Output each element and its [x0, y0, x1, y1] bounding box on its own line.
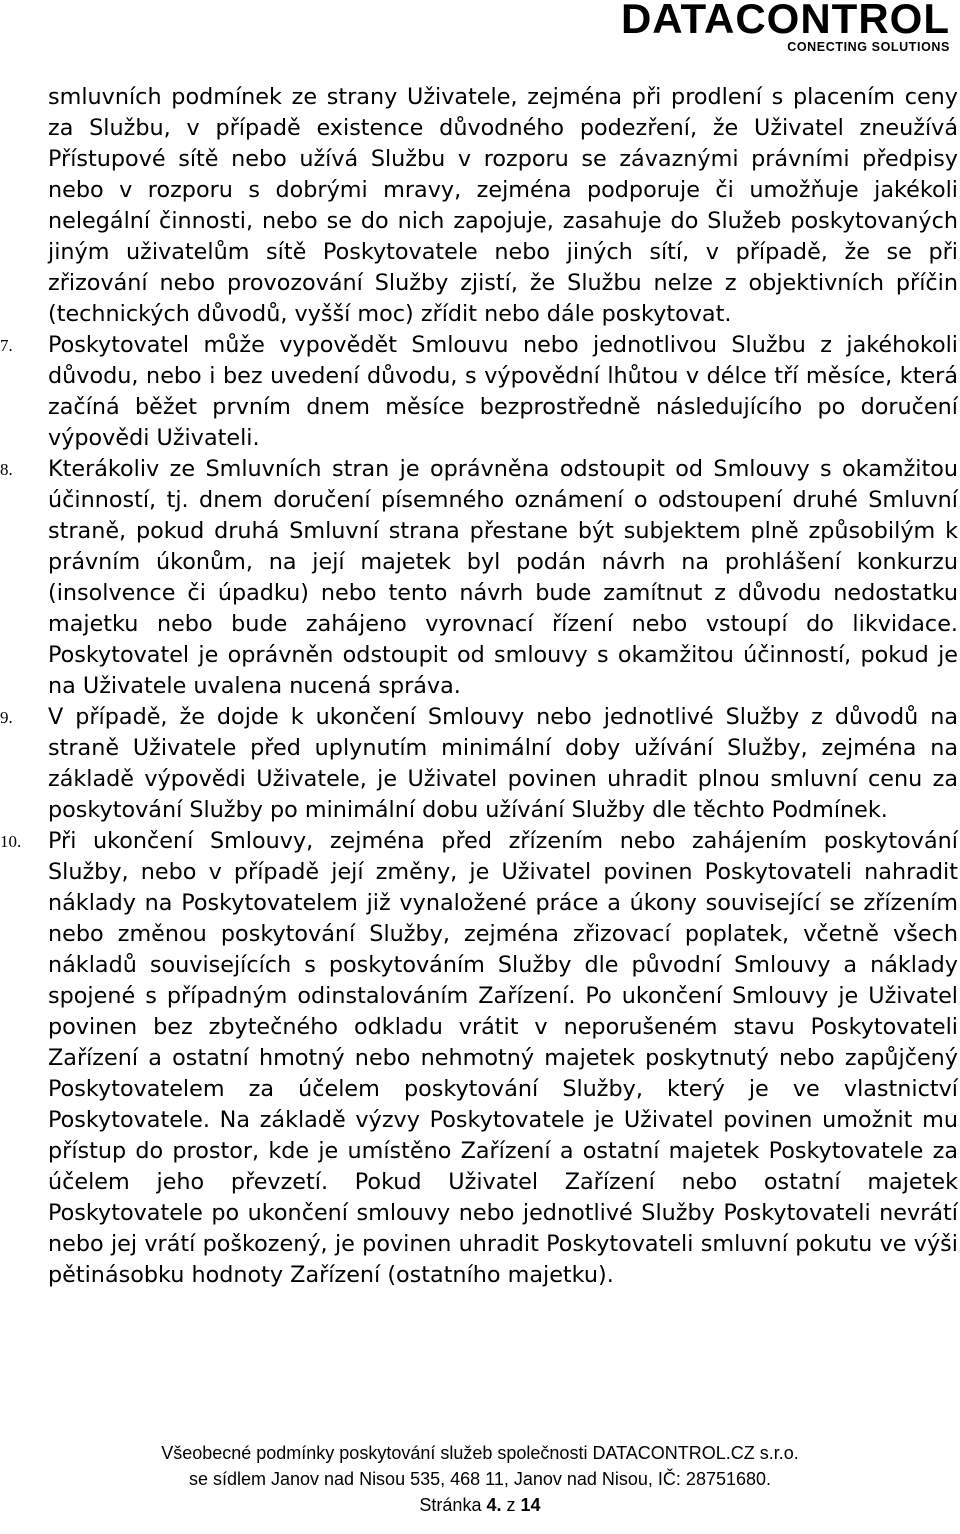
- page-total: 14: [520, 1495, 541, 1515]
- item-number: 7.: [0, 336, 13, 355]
- continued-paragraph: smluvních podmínek ze strany Uživatele, zejména při prodlení s placením ceny za Službu, v případě existence důvodného podezření, že Uživatel zneužívá Přístupové sítě nebo užívá Službu v rozporu se závaznými právními předpisy nebo v rozporu s dobrými mravy, zejména podporuje či umožňuje jakékoli nelegální činnosti, nebo se do nich zapojuje, zasahuje do Služeb poskytovaných jiným uživatelům sítě Poskytovatele nebo jiných sítí, v případě, že se při zřizování nebo provozování Služby zjistí, že Službu nelze z objektivních příčin (technických důvodů, vyšší moc) zřídit nebo dále poskytovat.: [48, 84, 958, 327]
- item-text: V případě, že dojde k ukončení Smlouvy nebo jednotlivé Služby z důvodů na straně Uživatele před uplynutím minimální doby užívání Služby, zejména na základě výpovědi Uživatele, je Uživatel povinen uhradit plnou smluvní cenu za poskytování Služby po minimální dobu užívání Služby dle těchto Podmínek.: [48, 704, 958, 823]
- item-number: 10.: [0, 832, 22, 851]
- company-logo: [621, 0, 950, 54]
- item-number: 9.: [0, 708, 13, 727]
- list-item: [0, 826, 958, 1291]
- item-text: Kterákoliv ze Smluvních stran je oprávněna odstoupit od Smlouvy s okamžitou účinností, tj. dnem doručení písemného oznámení o odstoupení druhé Smluvní straně, pokud druhá Smluvní strana přestane být subjektem plně způsobilým k právním úkonům, na její majetek byl podán návrh na prohlášení konkurzu (insolvence či úpadku) nebo tento návrh bude zamítnut z důvodu nedostatku majetku nebo bude zahájeno vyrovnací řízení nebo vstoupí do likvidace. Poskytovatel je oprávněn odstoupit od smlouvy s okamžitou účinností, pokud je na Uživatele uvalena nucená správa.: [48, 456, 958, 699]
- page-prefix: Stránka: [419, 1495, 482, 1515]
- logo-wordmark: DATACONTROL: [620, 0, 950, 42]
- list-item: [0, 454, 958, 702]
- list-item: [0, 702, 958, 826]
- footer-company-line: Všeobecné podmínky poskytování služeb společnosti DATACONTROL.CZ s.r.o.: [161, 1443, 799, 1463]
- footer-address-line: se sídlem Janov nad Nisou 535, 468 11, Janov nad Nisou, IČ: 28751680.: [188, 1469, 772, 1489]
- item-text: Při ukončení Smlouvy, zejména před zřízením nebo zahájením poskytování Služby, nebo v případě její změny, je Uživatel povinen Poskytovateli nahradit náklady na Poskytovatelem již vynaložené práce a úkony související se zřízením nebo změnou poskytování Služby, zejména zřizovací poplatek, včetně všech nákladů souvisejících s poskytováním Služby dle původní Smlouvy a náklady spojené s případným odinstalováním Zařízení. Po ukončení Smlouvy je Uživatel povinen bez zbytečného odkladu vrátit v neporušeném stavu Poskytovateli Zařízení a ostatní hmotný nebo nehmotný majetek poskytnutý nebo zapůjčený Poskytovatelem za účelem poskytování Služby, který je ve vlastnictví Poskytovatele. Na základě výzvy Poskytovatele je Uživatel povinen umožnit mu přístup do prostor, kde je umístěno Zařízení a ostatní majetek Poskytovatele za účelem jeho převzetí. Pokud Uživatel Zařízení nebo ostatní majetek Poskytovatele po ukončení smlouvy nebo jednotlivé Služby Poskytovateli nevrátí nebo jej vrátí poškozený, je povinen uhradit Poskytovateli smluvní pokutu ve výši pětinásobku hodnoty Zařízení (ostatního majetku).: [48, 828, 958, 1288]
- item-text: Poskytovatel může vypovědět Smlouvu nebo jednotlivou Službu z jakéhokoli důvodu, nebo i bez uvedení důvodu, s výpovědní lhůtou v délce tří měsíce, která začíná běžet prvním dnem měsíce bezprostředně následujícího po doručení výpovědi Uživateli.: [48, 332, 958, 451]
- logo-tagline: CONECTING SOLUTIONS: [787, 40, 950, 54]
- list-item: [0, 330, 958, 454]
- item-number: 8.: [0, 460, 13, 479]
- page-number: [0, 1492, 960, 1518]
- page-footer: [0, 1440, 960, 1518]
- page-current: 4.: [486, 1495, 502, 1515]
- document-body: [0, 82, 958, 1291]
- page-separator: z: [506, 1495, 516, 1515]
